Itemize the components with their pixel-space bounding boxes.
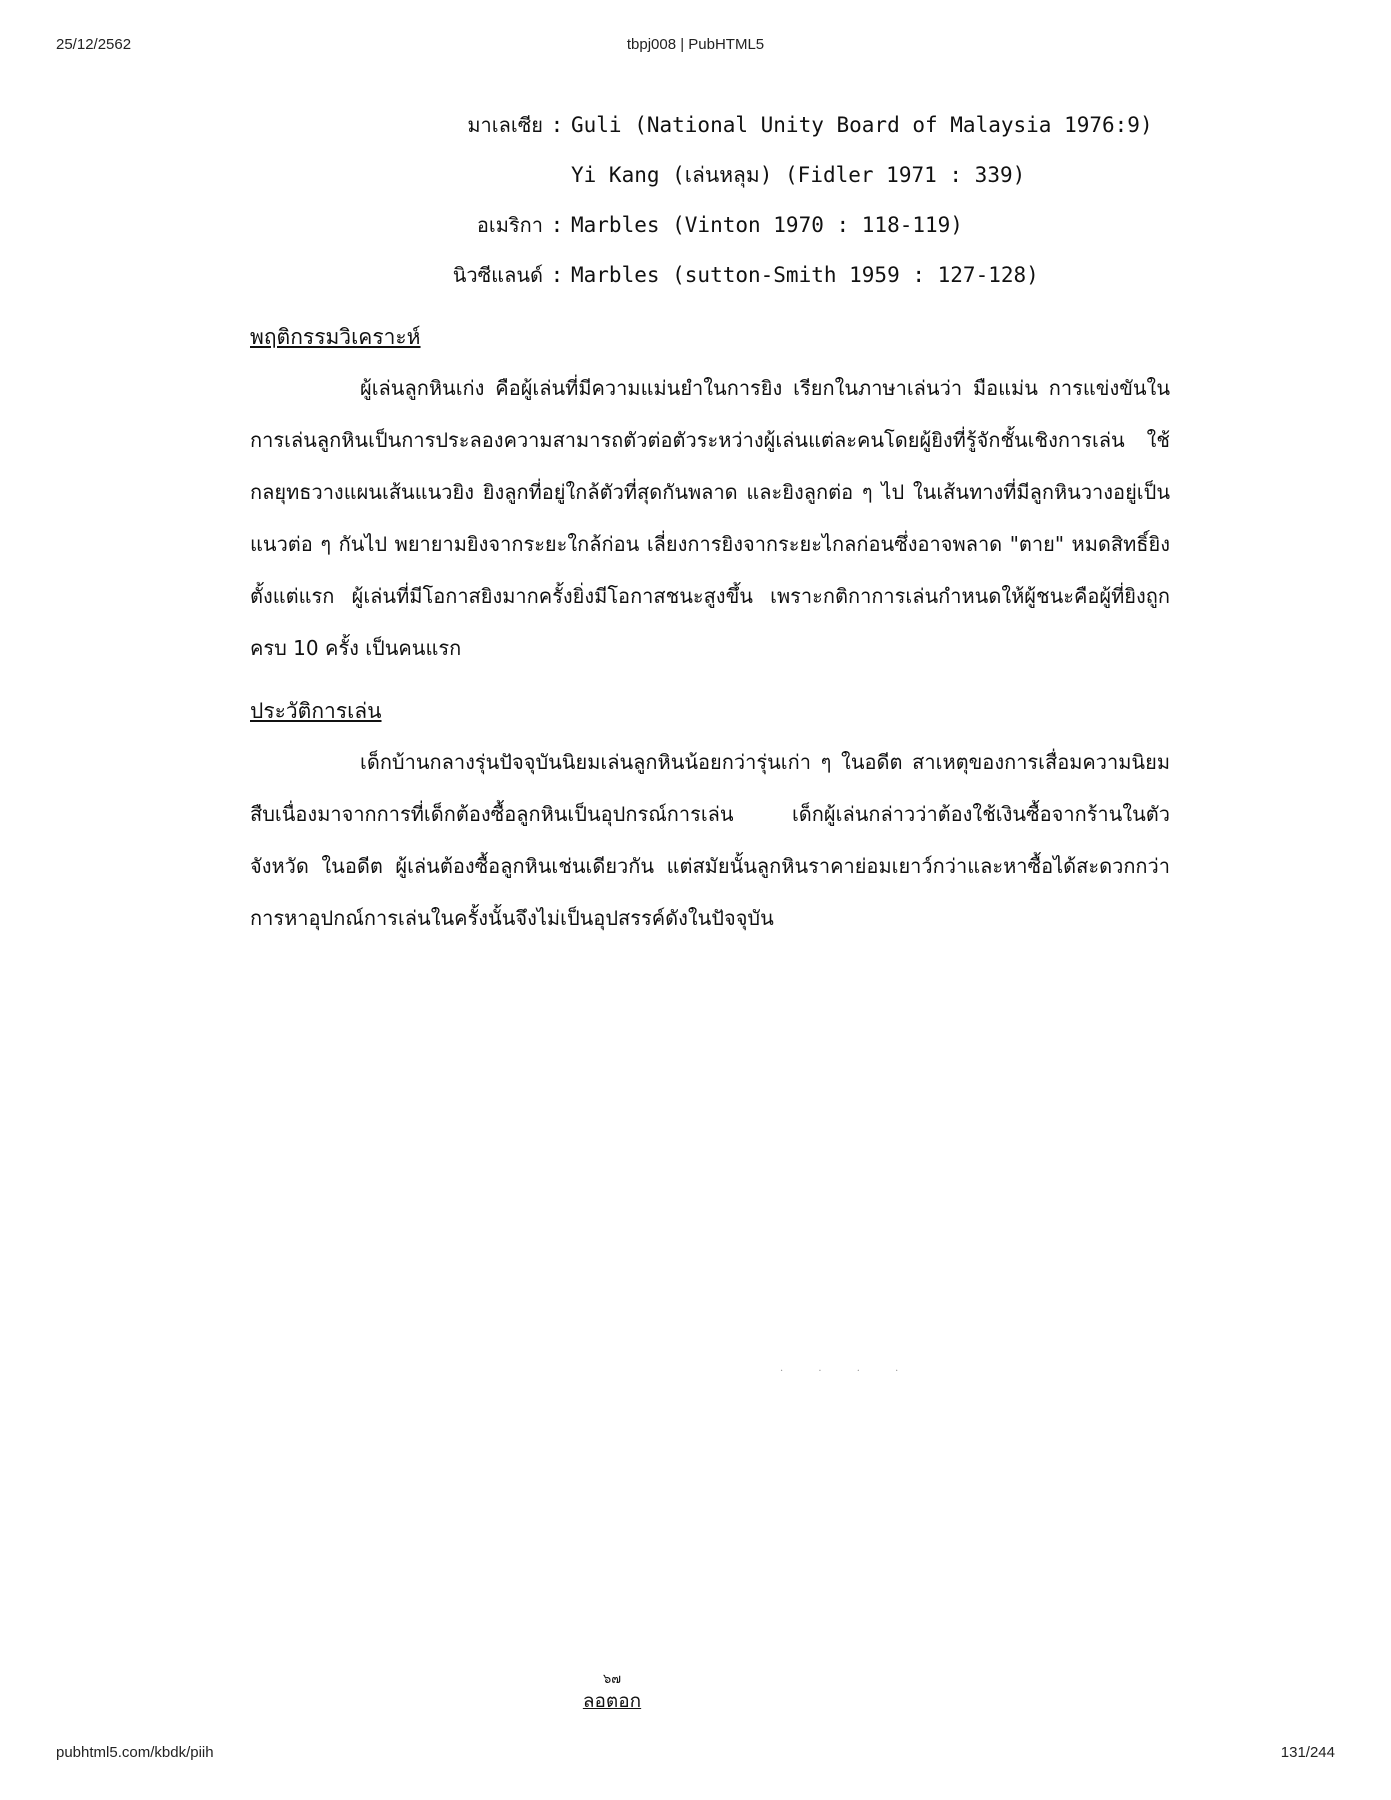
page-counter: 131/244 [1280,1744,1335,1761]
reference-text: Marbles (Vinton 1970 : 118-119) [571,213,963,237]
reference-separator: : [550,263,564,287]
page-mark [572,1672,652,1714]
game-name-footer: ลอตอก [582,1690,642,1712]
reference-row [415,250,1240,300]
reference-text: Yi Kang (เล่นหลุม) (Fidler 1971 : 339) [571,163,1026,187]
reference-country: มาเลเซีย [467,113,543,137]
reference-row [415,100,1240,150]
print-date: 25/12/2562 [56,36,132,53]
page-url: pubhtml5.com/kbdk/piih [56,1744,214,1761]
browser-print-footer [56,1744,1335,1764]
reference-country: นิวซีแลนด์ [452,263,543,287]
section-play-history [250,674,1240,944]
page-number: ๖๗ [602,1672,622,1687]
section-paragraph: ผู้เล่นลูกหินเก่ง คือผู้เล่นที่มีความแม่นยำในการยิง เรียกในภาษาเล่นว่า มือแม่น การแข่งขันในการเล่นลูกหินเป็นการประลองความสามารถตัวต่อตัวระหว่างผู้เล่นแต่ละคนโดยผู้ยิงที่รู้จักชั้นเชิงการเล่น ใช้กลยุทธวางแผนเส้นแนวยิง ยิงลูกที่อยู่ใกล้ตัวที่สุดกันพลาด และยิงลูกต่อ ๆ ไป ในเส้นทางที่มีลูกหินวางอยู่เป็นแนวต่อ ๆ กันไป พยายามยิงจากระยะใกล้ก่อน เลี่ยงการยิงจากระยะไกลก่อนซึ่งอาจพลาด "ตาย" หมดสิทธิ์ยิงตั้งแต่แรก ผู้เล่นที่มีโอกาสยิงมากครั้งยิ่งมีโอกาสชนะสูงขึ้น เพราะกติกาการเล่นกำหนดให้ผู้ชนะคือผู้ที่ยิงถูกครบ 10 ครั้ง เป็นคนแรก [250,376,1170,660]
reference-row [415,150,1240,200]
section-heading: ประวัติการเล่น [250,699,382,723]
document-page [250,100,1240,944]
section-behavior-analysis [250,300,1240,674]
section-heading: พฤติกรรมวิเคราะห์ [250,325,421,349]
reference-separator: : [550,113,564,137]
section-paragraph: เด็กบ้านกลางรุ่นปัจจุบันนิยมเล่นลูกหินน้อยกว่ารุ่นเก่า ๆ ในอดีต สาเหตุของการเสื่อมความนิยมสืบเนื่องมาจากการที่เด็กต้องซื้อลูกหินเป็นอุปกรณ์การเล่น เด็กผู้เล่นกล่าวว่าต้องใช้เงินซื้อจากร้านในตัวจังหวัด ในอดีต ผู้เล่นต้องซื้อลูกหินเช่นเดียวกัน แต่สมัยนั้นลูกหินราคาย่อมเยาว์กว่าและหาซื้อได้สะดวกกว่า การหาอุปกณ์การเล่นในครั้งนั้นจึงไม่เป็นอุปสรรค์ดังในปัจจุบัน [250,750,1170,930]
reference-list [415,100,1240,300]
reference-row [415,200,1240,250]
browser-print-header [56,36,1335,56]
reference-text: Guli (National Unity Board of Malaysia 1976:9) [571,113,1153,137]
page-title: tbpj008 | PubHTML5 [626,36,765,53]
reference-country: อเมริกา [476,213,543,237]
reference-text: Marbles (sutton-Smith 1959 : 127-128) [571,263,1039,287]
reference-separator: : [550,213,564,237]
scan-specks: · · · · [780,1366,915,1377]
